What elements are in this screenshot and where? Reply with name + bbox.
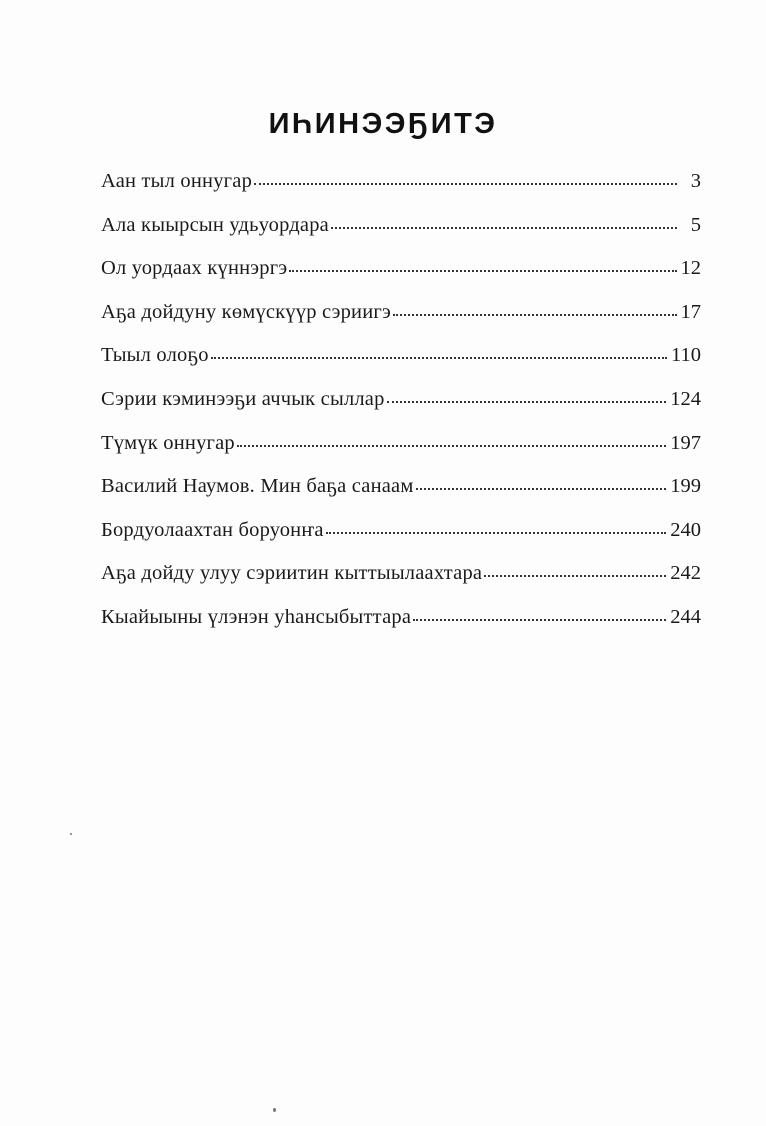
toc-entry [101,291,701,335]
table-of-contents [101,160,701,640]
toc-entry [101,465,701,509]
toc-entry-title: Аан тыл оннугар [101,170,253,192]
dot-leader [393,296,677,317]
toc-entry-title: Сэрии кэминээҕи аччык сыллар [101,387,385,410]
dot-leader [387,383,667,404]
toc-entry-title: Кыайыыны үлэнэн уһансыбыттара [101,605,412,628]
toc-entry-title: Тыыл олоҕо [101,344,209,367]
dot-leader [413,601,666,622]
page-title: ИҺИНЭЭҔИТЭ [268,108,498,140]
toc-entry-title: Ол уордаах күннэргэ [101,257,288,280]
toc-page-number: 197 [670,431,701,454]
toc-page-number: 5 [690,213,701,236]
toc-entry-title: Ала кыырсын удьуордара [101,213,329,236]
dot-leader [331,209,677,230]
toc-entry [101,596,701,640]
toc-entry [101,247,701,291]
toc-page-number: 244 [670,605,701,628]
dot-leader [326,514,667,535]
toc-page-number: 199 [670,475,701,498]
toc-page-number: 12 [680,257,701,280]
dot-leader [211,340,667,361]
dot-leader [484,558,666,579]
toc-entry [101,422,701,466]
toc-page-number: 17 [680,300,701,323]
toc-entry-title: Василий Наумов. Мин баҕа санаам [101,475,414,498]
toc-page-number: 242 [670,562,701,585]
toc-entry [101,378,701,422]
toc-entry-title: Аҕа дойдуну көмүскүүр сэриигэ [101,300,391,323]
dot-leader [254,166,677,187]
toc-entry [101,204,701,248]
toc-entry [101,160,701,204]
dot-leader [416,471,667,492]
print-speck [70,833,72,835]
toc-entry-title: Түмүк оннугар [101,431,235,454]
toc-entry [101,552,701,596]
print-speck [273,1108,276,1112]
toc-page-number: 3 [690,170,701,192]
toc-entry-title: Бордуолаахтан боруонҥа [101,518,324,541]
toc-page-number: 240 [670,518,701,541]
toc-entry [101,509,701,553]
toc-entry-title: Аҕа дойду улуу сэриитин кыттыылаахтара [101,562,483,585]
toc-page-number: 124 [670,387,701,410]
toc-page-number: 110 [671,344,701,367]
dot-leader [237,427,666,448]
toc-entry [101,334,701,378]
dot-leader [289,253,676,274]
